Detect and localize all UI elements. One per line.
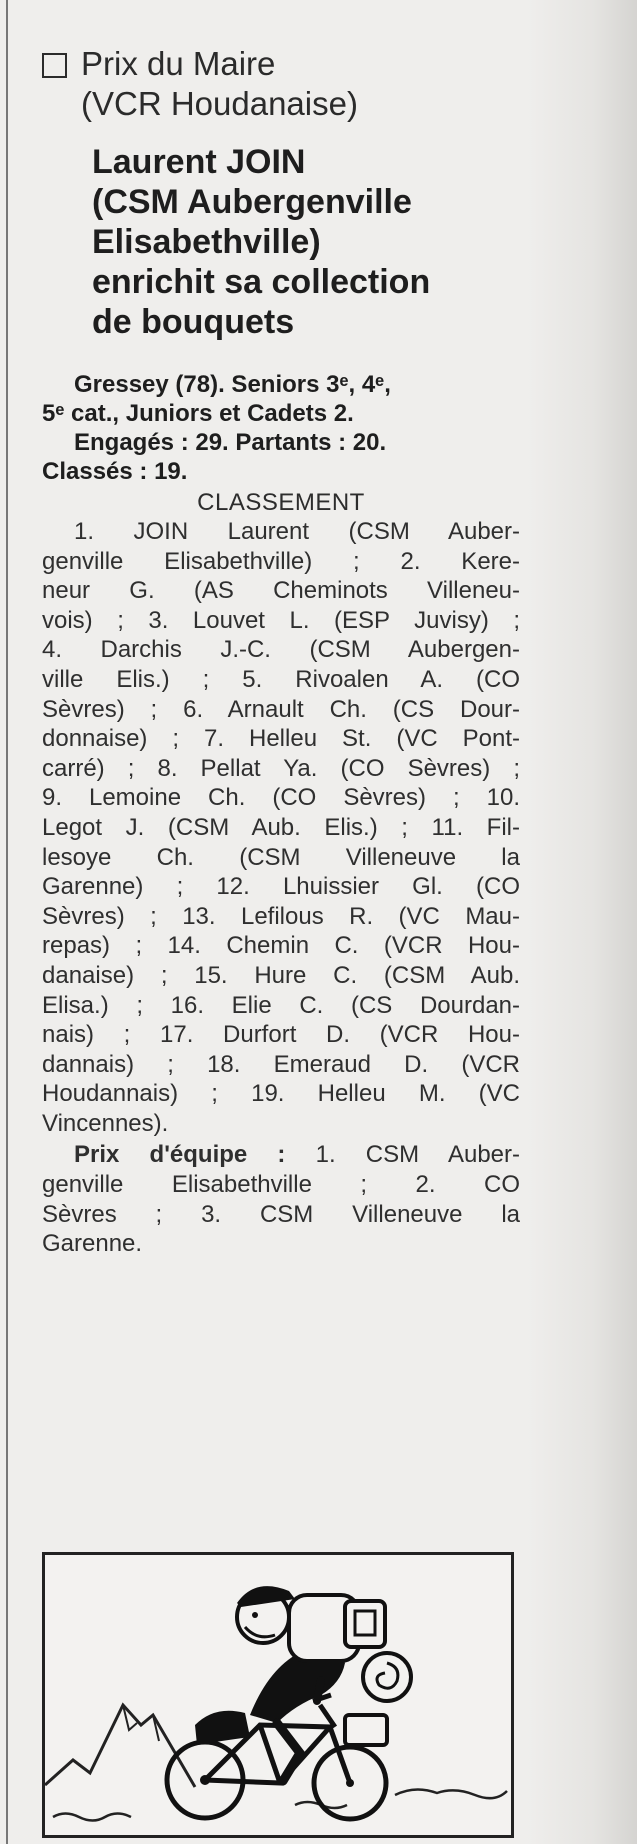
ground-icon	[53, 1789, 507, 1820]
team-prize-first-rest: 1. CSM Auber-	[285, 1141, 521, 1169]
kicker-line-1: Prix du Maire	[81, 45, 276, 82]
team-prize-line: genville Elisabethville ; 2. CO	[42, 1171, 520, 1199]
rider-arm-icon	[317, 1680, 321, 1701]
classement-line: Elisa.) ; 16. Elie C. (CS Dourdan-	[42, 991, 520, 1019]
classement-line: carré) ; 8. Pellat Ya. (CO Sèvres) ;	[42, 754, 520, 782]
classement-line: genville Elisabethville) ; 2. Kere-	[42, 547, 520, 575]
classement-line: lesoye Ch. (CSM Villeneuve la	[42, 843, 520, 871]
race-info-line: Gressey (78). Seniors 3ᵉ, 4ᵉ,	[74, 371, 391, 398]
classement-line: Vincennes).	[42, 1109, 169, 1137]
headline-line: (CSM Aubergenville	[92, 183, 412, 221]
kicker-text	[81, 44, 358, 124]
team-prize-line: Sèvres ; 3. CSM Villeneuve la	[42, 1200, 520, 1228]
backpack-pocket-icon	[345, 1601, 385, 1647]
classement-line: Sèvres) ; 13. Lefilous R. (VC Mau-	[42, 902, 520, 930]
kicker-line-2: (VCR Houdanaise)	[81, 85, 358, 122]
classement-line: nais) ; 17. Durfort D. (VCR Hou-	[42, 1021, 520, 1049]
classement-line: Legot J. (CSM Aub. Elis.) ; 11. Fil-	[42, 813, 520, 841]
team-prize-label: Prix d'équipe :	[74, 1141, 286, 1169]
headline-line: enrichit sa collection	[92, 263, 431, 301]
headline-line: de bouquets	[92, 303, 295, 341]
page-edge-shading	[527, 0, 637, 1844]
cyclist-drawing	[45, 1555, 511, 1835]
classement-line: ville Elis.) ; 5. Rivoalen A. (CO	[42, 665, 520, 693]
classement-line: donnaise) ; 7. Helleu St. (VC Pont-	[42, 725, 520, 753]
mountain-icon	[45, 1705, 195, 1787]
team-prize-line	[42, 1140, 520, 1170]
race-info	[42, 370, 520, 486]
kicker	[42, 44, 520, 124]
classement-line: dannais) ; 18. Emeraud D. (VCR	[42, 1050, 520, 1078]
team-prize-line: Garenne.	[42, 1230, 143, 1258]
classement-line: Sèvres) ; 6. Arnault Ch. (CS Dour-	[42, 695, 520, 723]
classement-line: vois) ; 3. Louvet L. (ESP Juvisy) ;	[42, 606, 520, 634]
race-info-line: Classés : 19.	[42, 458, 188, 485]
eye-icon	[252, 1612, 258, 1618]
team-prize	[42, 1140, 520, 1258]
classement-list	[42, 517, 520, 1259]
classement-line: 9. Lemoine Ch. (CO Sèvres) ; 10.	[42, 784, 520, 812]
front-bag-icon	[345, 1715, 387, 1745]
headline-line: Elisabethville)	[92, 223, 321, 261]
rider-leg-icon	[277, 1723, 300, 1781]
classement-line: Houdannais) ; 19. Helleu M. (VC	[42, 1080, 520, 1108]
article	[42, 44, 520, 1259]
classement-line: 4. Darchis J.-C. (CSM Aubergen-	[42, 636, 520, 664]
race-info-line: Engagés : 29. Partants : 20.	[74, 429, 387, 456]
column-rule	[6, 0, 8, 1844]
classement-line: neur G. (AS Cheminots Villeneu-	[42, 577, 520, 605]
section-title: CLASSEMENT	[197, 489, 365, 516]
bedroll-icon	[363, 1653, 411, 1701]
classement-line: repas) ; 14. Chemin C. (VCR Hou-	[42, 932, 520, 960]
race-info-line: 5ᵉ cat., Juniors et Cadets 2.	[42, 400, 354, 427]
headline-line: Laurent JOIN	[92, 143, 306, 181]
classement-line: danaise) ; 15. Hure C. (CSM Aub.	[42, 961, 520, 989]
headline	[92, 142, 520, 342]
cyclist-illustration	[42, 1552, 514, 1838]
classement-line: Garenne) ; 12. Lhuissier Gl. (CO	[42, 873, 520, 901]
square-bullet-icon	[42, 53, 67, 78]
classement-line: 1. JOIN Laurent (CSM Auber-	[74, 518, 520, 545]
